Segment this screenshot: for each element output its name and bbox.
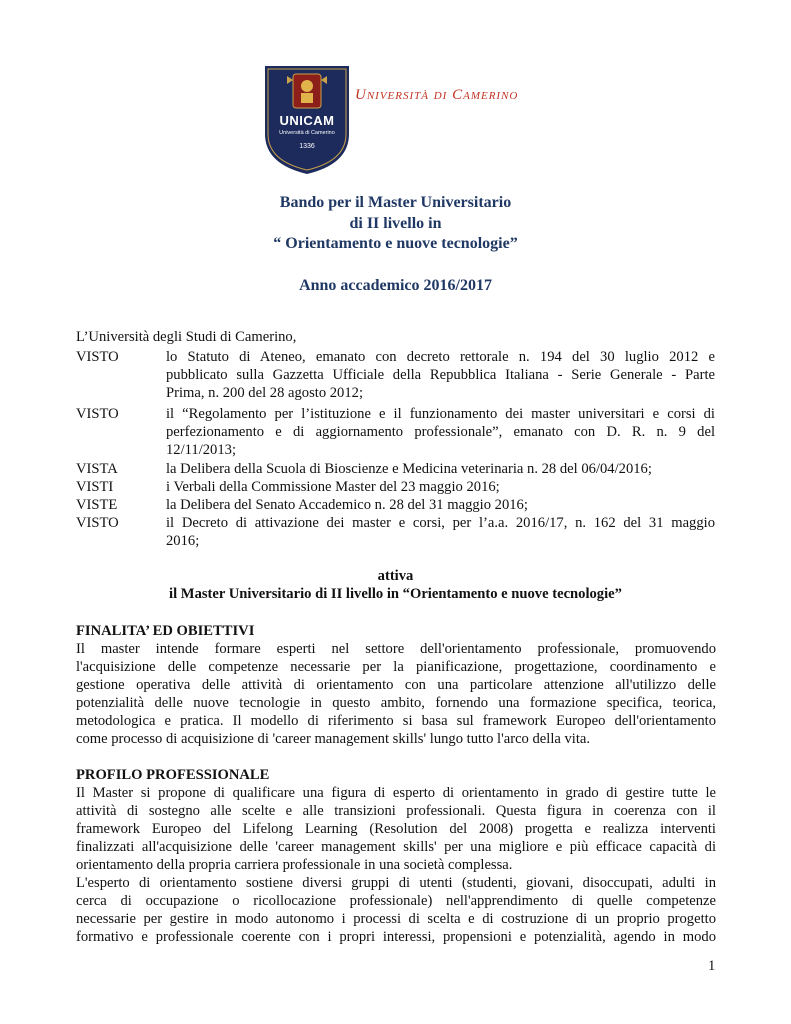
consideration-label: VISTI bbox=[76, 479, 114, 495]
consideration-text: la Delibera del Senato Accademico n. 28 del 31 maggio 2016; bbox=[166, 497, 528, 513]
consideration-label: VISTO bbox=[76, 406, 119, 422]
section-heading: PROFILO PROFESSIONALE bbox=[76, 767, 270, 783]
consideration-label: VISTO bbox=[76, 349, 119, 365]
consideration-text: lo Statuto di Ateneo, emanato con decreto rettorale n. 194 del 30 luglio 2012 e pubblicato sulla Gazzetta Ufficiale della Repubblica Italiana - Serie Generale - Parte Prima, n. 200 del 28 agosto 2012; bbox=[166, 349, 715, 401]
academic-year: Anno accademico 2016/2017 bbox=[299, 277, 492, 294]
title-line-3: “ Orientamento e nuove tecnologie” bbox=[273, 235, 518, 252]
university-logo bbox=[263, 64, 533, 176]
intro-text: L’Università degli Studi di Camerino, bbox=[76, 329, 297, 345]
shield-year: 1336 bbox=[299, 143, 315, 150]
title-line-1: Bando per il Master Universitario bbox=[279, 194, 512, 211]
consideration-text: i Verbali della Commissione Master del 23 maggio 2016; bbox=[166, 479, 500, 495]
consideration-text: il “Regolamento per l’istituzione e il funzionamento dei master universitari e corsi di perfezionamento e di aggiornamento professionale”, emanato con D. R. n. 9 del 12/11/2013; bbox=[166, 406, 715, 458]
university-wordmark: Università di Camerino bbox=[355, 87, 519, 103]
title-line-2: di II livello in bbox=[349, 215, 442, 232]
consideration-label: VISTO bbox=[76, 515, 119, 531]
consideration-label: VISTE bbox=[76, 497, 118, 513]
consideration-label: VISTA bbox=[76, 461, 118, 477]
section-finalita: FINALITA’ ED OBIETTIVI Il master intende formare esperti nel settore dell'orientamento professionale, promuovendo l'acquisizione delle competenze necessarie per la pianificazione, progettazione, coordinamento e gestione operativa delle attività di orientamento con una particolare attenzione all'utilizzo delle potenzialità delle nuove tecnologie in questo ambito, fornendo una formazione specifica, teorica, metodologica e pratica. Il modello di riferimento si basa sul framework Europeo dell'orientamento come processo di acquisizione di 'career management skills' lungo tutto l'arco della vita. bbox=[76, 623, 716, 747]
consideration-text: la Delibera della Scuola di Bioscienze e Medicina veterinaria n. 28 del 06/04/2016; bbox=[166, 461, 652, 477]
activation-line: il Master Universitario di II livello in “Orientamento e nuove tecnologie” bbox=[169, 586, 622, 602]
page-number: 1 bbox=[708, 958, 716, 974]
shield-sublabel: Università di Camerino bbox=[279, 130, 335, 136]
consideration-text: il Decreto di attivazione dei master e corsi, per l’a.a. 2016/17, n. 162 del 31 maggio 2016; bbox=[166, 515, 715, 549]
section-profilo: PROFILO PROFESSIONALE Il Master si propone di qualificare una figura di esperto di orientamento in grado di gestire tutte le attività di sostegno alle scelte e alle transizioni professionali. Questa figura in coerenza con il framework Europeo del Lifelong Learning (Resolution del 2008) progetta e realizza interventi finalizzati all'acquisizione delle 'career management skills' per una migliore e più efficace capacità di orientamento della propria carriera professionale in una società complessa. L'esperto di orientamento sostiene diversi gruppi di utenti (studenti, giovani, disoccupati, adulti in cerca di occupazione o ricollocazione professionale) nell'apprendimento di quelle competenze necessarie per gestire in modo autonomo i processi di scelta e di costruzione di un proprio progetto formativo e professionale coerente con i propri interessi, propensioni e potenzialità, agendo in modo bbox=[76, 767, 716, 945]
section-heading: FINALITA’ ED OBIETTIVI bbox=[76, 623, 255, 639]
shield-label: UNICAM bbox=[279, 113, 335, 128]
activation-word: attiva bbox=[377, 568, 414, 584]
